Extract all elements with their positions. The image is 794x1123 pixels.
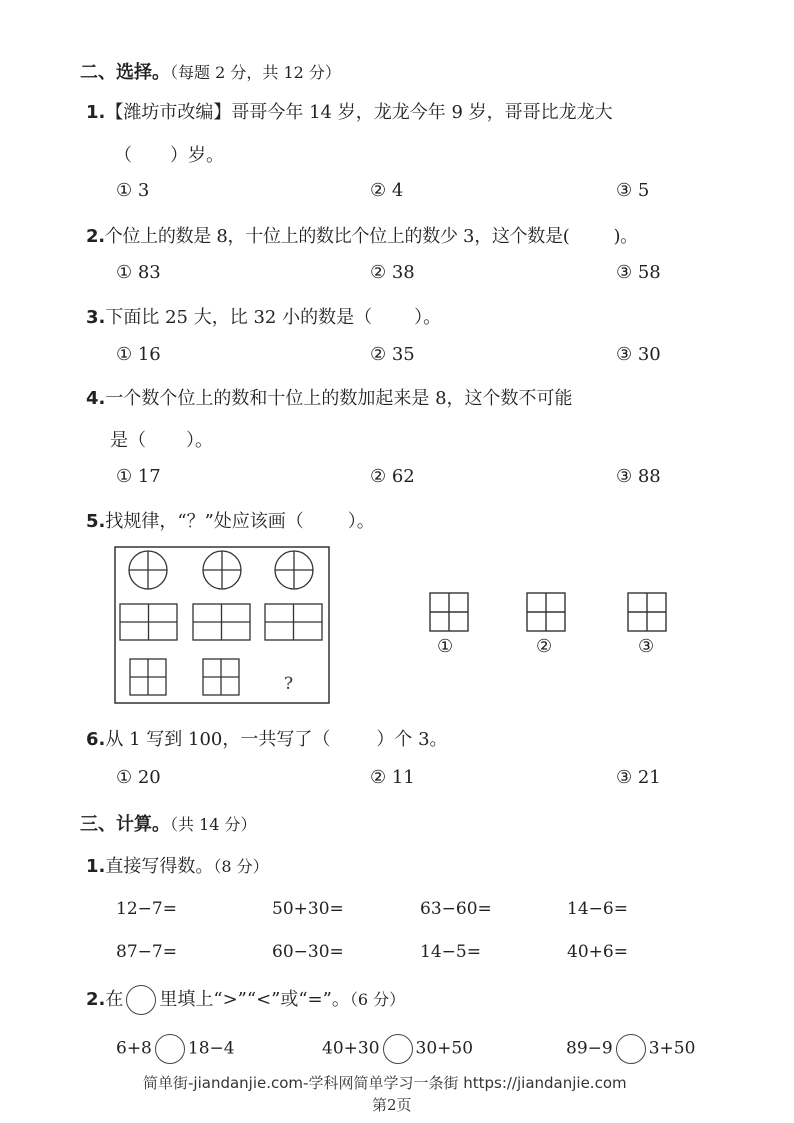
compare-circle-input[interactable] (155, 1034, 185, 1064)
option-3[interactable]: ③ 30 (616, 344, 661, 365)
question-text: 直接写得数。 (105, 856, 214, 877)
question-number: 2. (86, 989, 106, 1010)
question-note: （6 分） (349, 990, 406, 1009)
compare-circle-input[interactable] (616, 1034, 646, 1064)
square-cross-icon (203, 659, 239, 695)
paren-close: ）个 3。 (376, 729, 448, 750)
square-cross-icon (130, 659, 166, 695)
question-3 (86, 303, 441, 329)
paren-open: （ (114, 145, 132, 166)
calc-question-1 (86, 852, 269, 878)
calc-item[interactable]: 50+30= (272, 899, 344, 919)
circle-cross-icon (129, 551, 167, 589)
choice-1-square-icon[interactable] (429, 592, 469, 632)
calc-item[interactable]: 60−30= (272, 942, 344, 962)
paren-close: ）。 (186, 430, 213, 451)
paren-close: ）岁。 (170, 145, 224, 166)
option-3[interactable]: ③ (638, 636, 655, 657)
question-6 (86, 725, 448, 751)
option-2[interactable]: ② 38 (370, 262, 415, 283)
calc-item[interactable]: 63−60= (420, 899, 492, 919)
section2-note: （每题 2 分，共 12 分） (170, 63, 341, 82)
question-number: 2. (86, 226, 105, 247)
option-1[interactable]: ① 83 (116, 262, 161, 283)
calc-item[interactable]: 40+6= (567, 942, 628, 962)
section3-note: （共 14 分） (170, 815, 257, 834)
compare-left: 40+30 (322, 1038, 380, 1059)
question-5 (86, 507, 375, 533)
calc-item[interactable]: 87−7= (116, 942, 177, 962)
paren-close: ）。 (414, 307, 442, 328)
option-3[interactable]: ③ 21 (616, 767, 661, 788)
question-number: 3. (86, 307, 106, 328)
compare-right: 30+50 (415, 1038, 474, 1059)
calc-item[interactable]: 12−7= (116, 899, 177, 919)
question-text-post: 里填上“>”“<”或“=”。 (159, 989, 350, 1010)
question-2 (86, 222, 638, 248)
question-text: 下面比 25 大，比 32 小的数是（ (105, 307, 373, 328)
compare-circle-input[interactable] (383, 1034, 413, 1064)
compare-circle-icon (126, 985, 156, 1015)
option-2[interactable]: ② 62 (370, 466, 415, 487)
section3-title: 三、计算。 (80, 814, 170, 835)
question-note: （8 分） (213, 857, 269, 876)
paren-open: 是（ (110, 430, 146, 451)
option-1[interactable]: ① 20 (116, 767, 161, 788)
question-source: 【潍坊市改编】 (105, 102, 232, 123)
option-3[interactable]: ③ 88 (616, 466, 661, 487)
calc-item[interactable]: 14−6= (567, 899, 628, 919)
question-1-line2 (114, 141, 224, 167)
option-2[interactable]: ② (536, 636, 553, 657)
question-number: 5. (86, 511, 106, 532)
compare-right: 18−4 (187, 1038, 235, 1059)
question-mark: ? (284, 674, 294, 694)
rect-cross-icon (120, 604, 177, 640)
option-1[interactable]: ① 17 (116, 466, 161, 487)
circle-cross-icon (203, 551, 241, 589)
question-1 (86, 98, 613, 124)
compare-left: 89−9 (566, 1038, 613, 1059)
calc-question-2 (86, 985, 405, 1015)
section3-heading (80, 810, 257, 836)
page-number: 第2页 (372, 1096, 412, 1114)
question-number: 6. (86, 729, 106, 750)
compare-item (322, 1034, 473, 1064)
footer-watermark: 简单街-jiandanjie.com-学科网简单学习一条街 https://jiandanjie.com (143, 1074, 627, 1092)
option-2[interactable]: ② 4 (370, 180, 404, 201)
paren-close: )。 (613, 226, 638, 247)
question-text: 从 1 写到 100，一共写了（ (105, 729, 331, 750)
rect-cross-icon (193, 604, 250, 640)
compare-left: 6+8 (116, 1038, 152, 1059)
option-1[interactable]: ① 16 (116, 344, 161, 365)
pattern-figure (114, 546, 330, 704)
compare-item (116, 1034, 235, 1064)
option-2[interactable]: ② 11 (370, 767, 415, 788)
option-3[interactable]: ③ 58 (616, 262, 661, 283)
section2-title: 二、选择。 (80, 62, 170, 83)
question-number: 1. (86, 102, 106, 123)
choice-2-square-icon[interactable] (526, 592, 566, 632)
question-text: 一个数个位上的数和十位上的数加起来是 8，这个数不可能 (105, 388, 573, 409)
compare-right: 3+50 (648, 1038, 696, 1059)
question-number: 1. (86, 856, 106, 877)
question-4 (86, 384, 573, 410)
question-text: 个位上的数是 8，十位上的数比个位上的数少 3，这个数是( (104, 226, 570, 247)
option-3[interactable]: ③ 5 (616, 180, 650, 201)
section2-heading (80, 58, 341, 84)
option-1[interactable]: ① (437, 636, 454, 657)
rect-cross-icon (265, 604, 322, 640)
compare-item (566, 1034, 695, 1064)
question-number: 4. (86, 388, 106, 409)
question-text-pre: 在 (105, 989, 124, 1010)
option-2[interactable]: ② 35 (370, 344, 415, 365)
question-text: 哥哥今年 14 岁，龙龙今年 9 岁，哥哥比龙龙大 (231, 102, 613, 123)
question-4-line2 (110, 426, 213, 452)
option-1[interactable]: ① 3 (116, 180, 150, 201)
paren-close: ）。 (347, 511, 375, 532)
calc-item[interactable]: 14−5= (420, 942, 481, 962)
circle-cross-icon (275, 551, 313, 589)
question-text: 找规律，“？”处应该画（ (105, 511, 304, 532)
choice-3-square-icon[interactable] (627, 592, 667, 632)
